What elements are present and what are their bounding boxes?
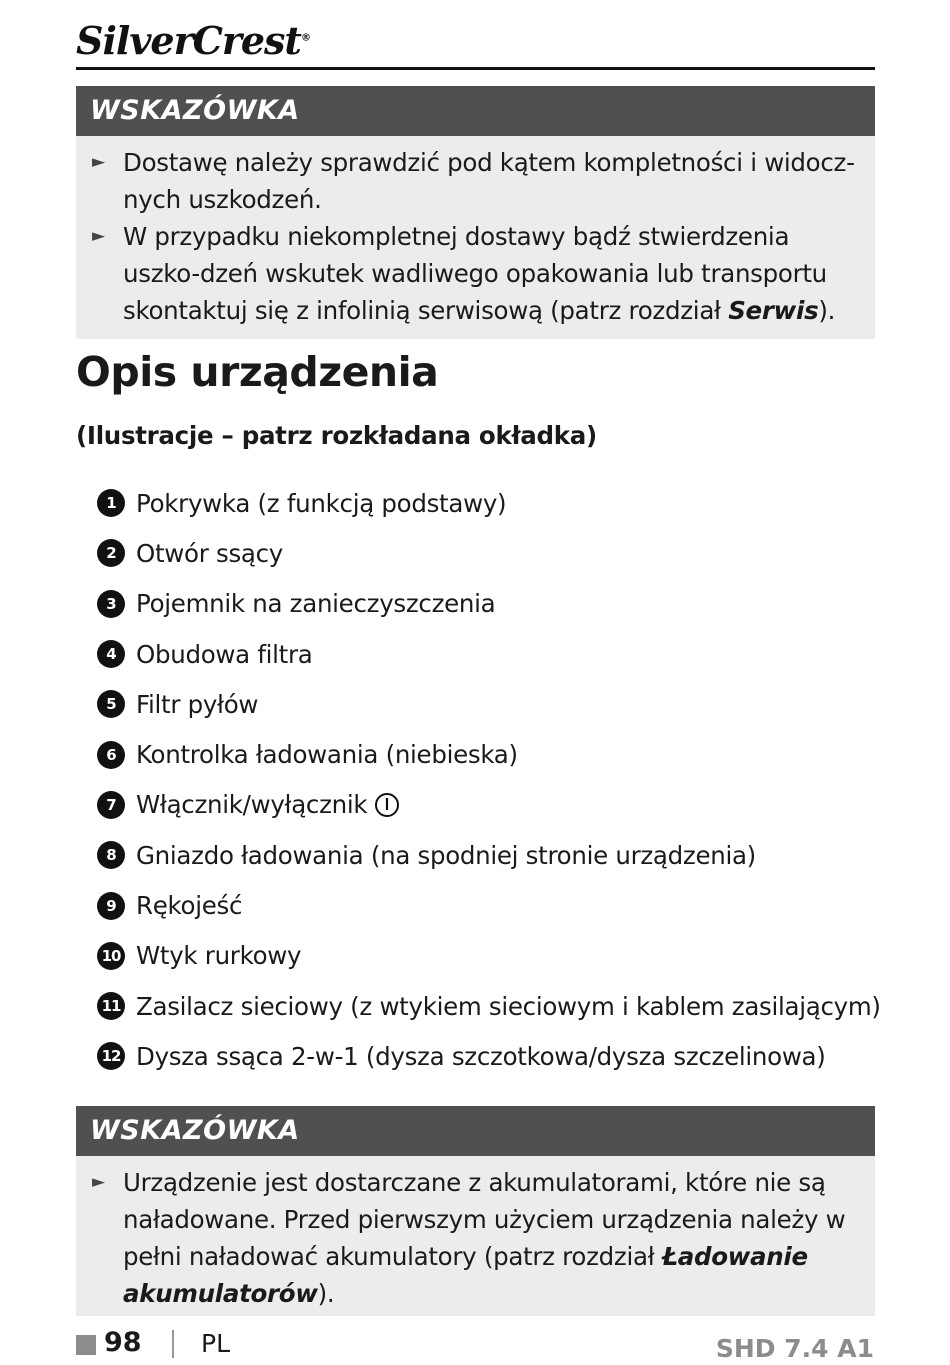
item-number-badge: 9 [97,892,125,920]
note-header: WSKAZÓWKA [76,86,875,136]
list-item [97,880,881,930]
item-label: Rękojeść [136,891,243,921]
language-code: PL [201,1329,231,1358]
list-item [97,1031,881,1081]
note-bullet [90,144,861,218]
trademark-sign: ® [300,32,310,44]
note-body [76,1156,875,1316]
item-label: Obudowa filtra [136,639,313,669]
item-label: Pokrywka (z funkcją podstawy) [136,488,507,518]
header-rule [76,67,875,70]
note-body [76,136,875,339]
brand-logo [76,18,310,63]
note-header: WSKAZÓWKA [76,1106,875,1156]
item-number-badge: 12 [97,1042,125,1070]
note-bullet-end: ). [317,1279,335,1308]
parts-list [97,478,881,1082]
item-label: Pojemnik na zanieczyszczenia [136,589,496,619]
item-number-badge: 4 [97,640,125,668]
item-number-badge: 10 [97,942,125,970]
item-number-badge: 11 [97,992,125,1020]
list-item [97,528,881,578]
note-bullet [90,1164,861,1312]
item-label: Kontrolka ładowania (niebieska) [136,740,518,770]
arrow-right-icon: ► [92,1172,105,1192]
list-item [97,579,881,629]
item-number-badge: 2 [97,539,125,567]
list-item [97,981,881,1031]
note-bullet [90,218,861,329]
note-bullet-text: Urządzenie jest dostarczane z akumulatorami, które nie są naładowane. Przed pierwszym użyciem urządzenia należy w pełni naładować akumulatory (patrz rozdział [123,1168,846,1271]
note-bullet-text: Dostawę należy sprawdzić pod kątem kompletności i widocz-nych uszkodzeń. [123,148,855,214]
item-number-badge: 8 [97,841,125,869]
list-item [97,629,881,679]
item-label: Dysza ssąca 2-w-1 (dysza szczotkowa/dysza szczelinowa) [136,1041,826,1071]
item-label: Gniazdo ładowania (na spodniej stronie urządzenia) [136,840,756,870]
item-number-badge: 3 [97,590,125,618]
model-number: SHD 7.4 A1 [715,1334,874,1363]
list-item [97,780,881,830]
item-label: Wtyk rurkowy [136,941,302,971]
page-number: 98 [104,1327,142,1358]
power-icon [374,792,400,818]
item-label: Włącznik/wyłącznik [136,790,368,820]
note-bullet-text: W przypadku niekompletnej dostawy bądź stwierdzenia uszko-dzeń wskutek wadliwego opakowania lub transportu skontaktuj się z infolinią serwisową (patrz rozdział [123,222,827,325]
item-number-badge: 6 [97,741,125,769]
item-label: Zasilacz sieciowy (z wtykiem sieciowym i kablem zasilającym) [136,991,881,1021]
item-number-badge: 1 [97,489,125,517]
section-title: Opis urządzenia [76,348,439,396]
item-label: Otwór ssący [136,538,283,568]
list-item [97,679,881,729]
item-label: Filtr pyłów [136,689,259,719]
list-item [97,931,881,981]
footer-divider [172,1330,174,1358]
item-number-badge: 5 [97,690,125,718]
list-item [97,478,881,528]
section-subtitle: (Ilustracje – patrz rozkładana okładka) [76,421,597,450]
footer-square-icon [76,1335,96,1355]
chapter-reference: Serwis [728,296,819,325]
arrow-right-icon: ► [92,152,105,172]
list-item [97,830,881,880]
chapter-reference: Ładowanie akumulatorów [123,1242,808,1308]
list-item [97,729,881,779]
arrow-right-icon: ► [92,226,105,246]
brand-name: SilverCrest [76,18,301,63]
note-bullet-end: ). [818,296,836,325]
item-number-badge: 7 [97,791,125,819]
